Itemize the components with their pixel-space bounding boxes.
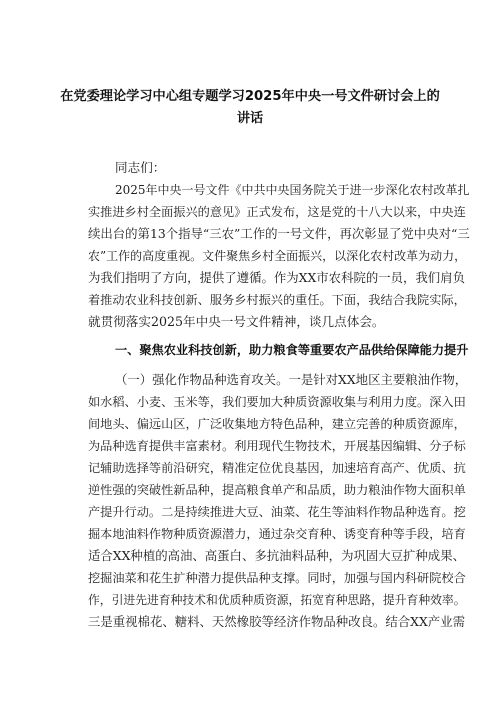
body-line: 记辅助选择等前沿研究，精准定位优良基因，加速培育高产、优质、抗 [88,461,466,475]
body-line: （一）强化作物品种选育攻关。一是针对XX地区主要粮油作物， [115,372,468,387]
title-line-1: 在党委理论学习中心组专题学习2025年中央一号文件研讨会上的 [60,89,440,104]
body-line: 掘本地油料作物种质资源潜力，通过杂交育种、诱变育种等手段，培育 [88,527,466,541]
body-line: 三是重视棉花、糖料、天然橡胶等经济作物品种改良。结合XX产业需 [88,614,465,629]
salutation: 同志们： [115,160,166,175]
body-line: 适合XX种植的高油、高蛋白、多抗油料品种，为巩固大豆扩种成果、 [88,548,465,563]
body-line: 作，引进先进育种技术和优质种质资源，拓宽育种思路，提升育种效率。 [88,593,466,607]
body-line: 为品种选育提供丰富素材。利用现代生物技术，开展基因编辑、分子标 [88,439,466,453]
body-line: 挖掘油菜和花生扩种潜力提供品种支撑。同时，加强与国内科研院校合 [88,571,466,585]
document-title [60,86,440,130]
intro-line: 2025年中央一号文件《中共中央国务院关于进一步深化农村改革扎 [115,183,470,197]
body-line: 逆性强的突破性新品种，提高粮食单产和品质，助力粮油作物大面积单 [88,483,466,497]
body-line: 产提升行动。二是持续推进大豆、油菜、花生等油料作物品种选育。挖 [88,505,466,519]
intro-line: 为我们指明了方向，提供了遵循。作为XX市农科院的一员，我们肩负 [88,270,465,285]
title-line-2: 讲话 [236,111,264,126]
body-line: 间地头、偏远山区，广泛收集地方特色品种，建立完善的种质资源库， [88,417,466,431]
intro-line: 就贯彻落实2025年中央一号文件精神，谈几点体会。 [88,314,385,329]
body-line: 如水稻、小麦、玉米等，我们要加大种质资源收集与利用力度。深入田 [88,395,466,409]
intro-line: 着推动农业科技创新、服务乡村振兴的重任。下面，我结合我院实际， [88,293,466,307]
intro-line: 实推进乡村全面振兴的意见》正式发布，这是党的十八大以来，中央连 [88,205,466,219]
intro-line: 农”工作的高度重视。文件聚焦乡村全面振兴，以深化农村改革为动力， [88,249,467,263]
intro-line: 续出台的第13个指导“三农”工作的一号文件，再次彰显了党中央对“三 [88,226,470,241]
section-heading: 一、聚焦农业科技创新，助力粮食等重要农产品供给保障能力提升 [115,343,469,357]
